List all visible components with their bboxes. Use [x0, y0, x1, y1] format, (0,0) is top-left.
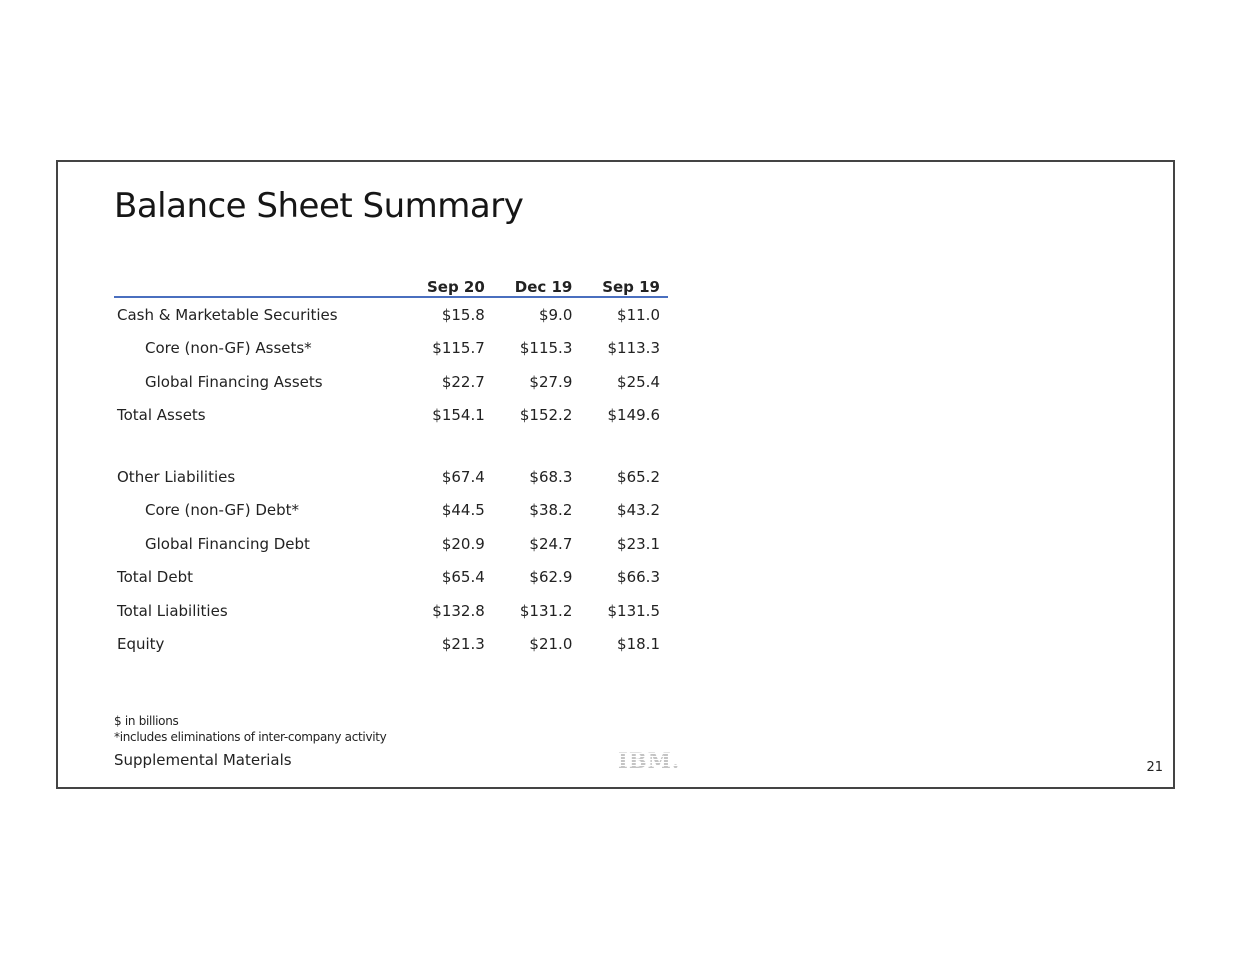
row-value: $152.2 [519, 406, 573, 425]
row-value: $21.3 [441, 635, 485, 654]
row-value: $65.2 [617, 467, 660, 486]
row-label: Cash & Marketable Securities [117, 305, 338, 324]
row-label: Other Liabilities [117, 467, 236, 486]
slide-title: Balance Sheet Summary [114, 186, 524, 226]
row-label: Total Liabilities [117, 601, 228, 620]
table-row-gf-debt [114, 527, 668, 561]
row-value: $115.3 [519, 339, 573, 358]
row-value: $22.7 [441, 372, 485, 391]
row-value: $38.2 [529, 501, 573, 520]
row-value: $132.8 [432, 601, 485, 620]
table-row-total-liabilities [114, 594, 668, 628]
row-value: $43.2 [617, 501, 660, 520]
page-number: 21 [1146, 760, 1163, 775]
row-value: $44.5 [441, 501, 485, 520]
row-value: $149.6 [607, 406, 660, 425]
footnote-eliminations: *includes eliminations of inter-company activity [114, 730, 387, 744]
footnote-units: $ in billions [114, 714, 179, 728]
table-row-gf-assets [114, 365, 668, 399]
row-value: $21.0 [529, 635, 573, 654]
row-value: $11.0 [617, 305, 660, 324]
row-value: $115.7 [432, 339, 485, 358]
row-value: $62.9 [529, 568, 573, 587]
row-label: Global Financing Assets [145, 372, 323, 391]
row-value: $66.3 [617, 568, 660, 587]
row-value: $68.3 [529, 467, 573, 486]
row-label: Core (non-GF) Assets* [145, 339, 312, 358]
row-value: $9.0 [538, 305, 573, 324]
column-header-sep19: Sep 19 [580, 270, 668, 297]
table-row-other-liabilities [114, 460, 668, 494]
row-value: $20.9 [441, 534, 485, 553]
footer-label: Supplemental Materials [114, 751, 292, 769]
table-row-cash [114, 297, 668, 332]
table-row-total-assets [114, 399, 668, 433]
column-header-sep20: Sep 20 [405, 270, 493, 297]
row-value: $27.9 [529, 372, 573, 391]
table-row-core-debt [114, 494, 668, 528]
table-spacer-row [114, 432, 668, 460]
row-value: $25.4 [617, 372, 660, 391]
column-header-dec19: Dec 19 [493, 270, 581, 297]
spacer-cell [114, 432, 668, 460]
table-row-equity [114, 628, 668, 662]
row-value: $113.3 [607, 339, 660, 358]
table-row-core-assets [114, 332, 668, 366]
column-header-blank [114, 270, 405, 297]
row-label: Total Assets [117, 406, 206, 425]
row-label: Total Debt [117, 568, 193, 587]
slide [56, 160, 1175, 789]
row-value: $15.8 [441, 305, 485, 324]
row-value: $131.5 [607, 601, 660, 620]
ibm-logo: IBM. [618, 748, 681, 773]
row-value: $18.1 [617, 635, 660, 654]
row-label: Global Financing Debt [145, 534, 310, 553]
row-label: Core (non-GF) Debt* [145, 501, 300, 520]
row-label: Equity [117, 635, 165, 654]
row-value: $24.7 [529, 534, 573, 553]
balance-sheet-table [114, 270, 668, 661]
table-row-total-debt [114, 561, 668, 595]
row-value: $131.2 [519, 601, 573, 620]
row-value: $23.1 [617, 534, 660, 553]
table-header-row [114, 270, 668, 297]
row-value: $65.4 [441, 568, 485, 587]
row-value: $67.4 [441, 467, 485, 486]
row-value: $154.1 [432, 406, 485, 425]
